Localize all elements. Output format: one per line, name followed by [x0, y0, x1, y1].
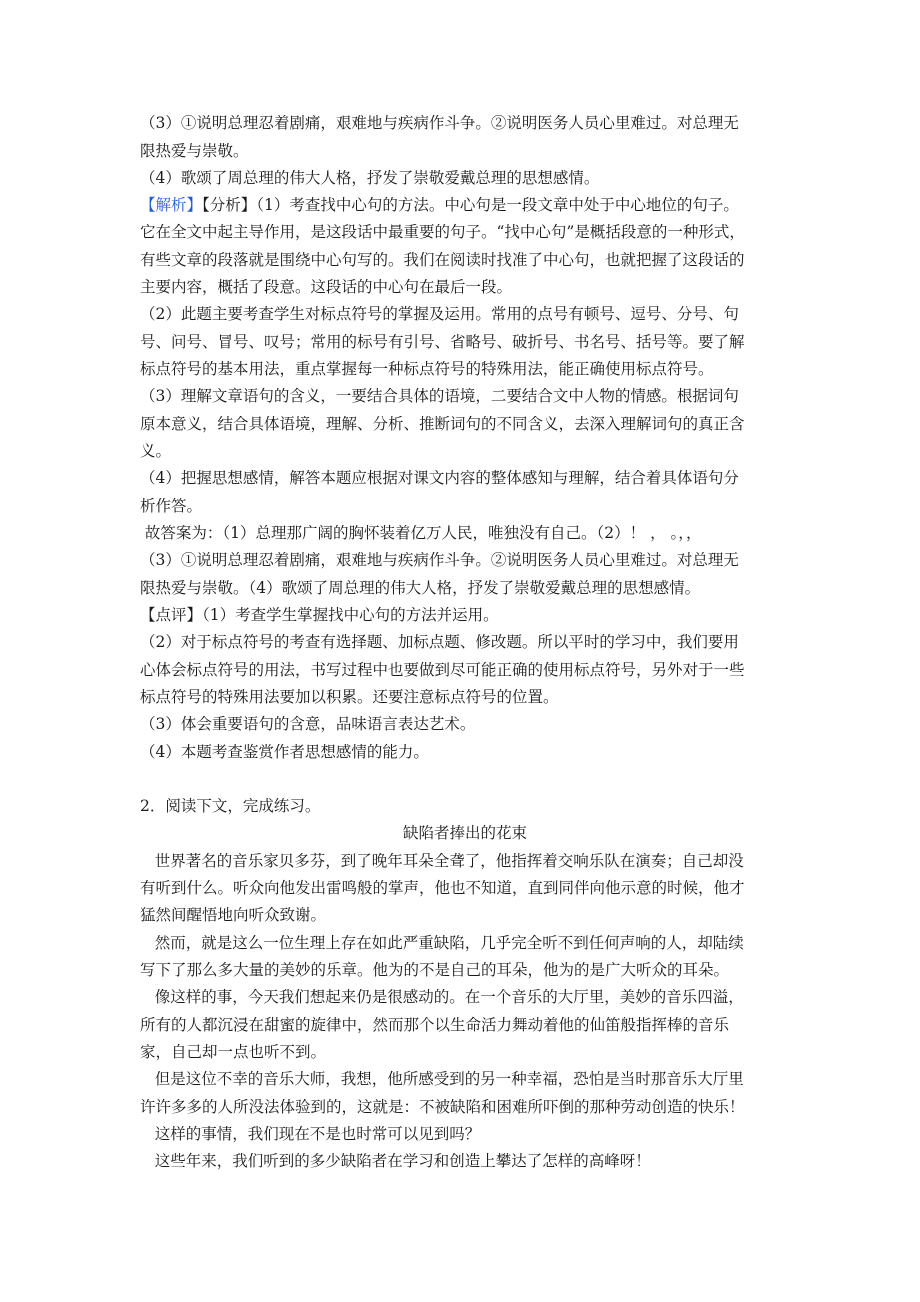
- review-line3: 心体会标点符号的用法，书写过程中也要做到尽可能正确的使用标点符号，另外对于一些: [140, 661, 745, 679]
- analysis-p1-line2: 它在全文中起主导作用，是这段话中最重要的句子。“找中心句”是概括段意的一种形式，: [140, 223, 745, 241]
- passage-line12: 这些年来，我们听到的多少缺陷者在学习和创造上攀达了怎样的高峰呀！: [140, 1152, 651, 1170]
- analysis-p3-line3: 义。: [140, 442, 172, 460]
- analysis-p1-text: 【分析】（1）考查找中心句的方法。中心句是一段文章中处于中心地位的句子。: [202, 196, 739, 214]
- review-line1: 【点评】（1）考查学生掌握找中心句的方法并运用。: [140, 606, 499, 624]
- passage-line2: 有听到什么。听众向他发出雷鸣般的掌声，他也不知道，直到同伴向他示意的时候，他才: [140, 879, 745, 897]
- passage-line8: 家，自己却一点也听不到。: [140, 1043, 327, 1061]
- passage-line9: 但是这位不幸的音乐大师，我想，他所感受到的另一种幸福，恐怕是当时那音乐大厅里: [140, 1070, 744, 1088]
- answer-q4: （4）歌颂了周总理的伟大人格，抒发了崇敬爱戴总理的思想感情。: [140, 169, 600, 187]
- analysis-p4-line2: 析作答。: [140, 497, 203, 515]
- answer-summary-line2: （3）①说明总理忍着剧痛，艰难地与疾病作斗争。②说明医务人员心里难过。对总理无: [140, 551, 739, 569]
- answer-summary-line1: 故答案为：（1）总理那广阔的胸怀装着亿万人民，唯独没有自己。（2）！ ， 。，，: [140, 524, 702, 542]
- analysis-p1-line1: [140, 195, 790, 215]
- review-line4: 标点符号的特殊用法要加以积累。还要注意标点符号的位置。: [140, 688, 559, 706]
- analysis-p3-line1: （3）理解文章语句的含义，一要结合具体的语境，二要结合文中人物的情感。根据词句: [140, 387, 739, 405]
- passage-line5: 写下了那么多大量的美妙的乐章。他为的不是自己的耳朵，他为的是广大听众的耳朵。: [140, 961, 730, 979]
- question2-prompt: 2．阅读下文，完成练习。: [140, 797, 321, 815]
- passage-line1: 世界著名的音乐家贝多芬，到了晚年耳朵全聋了，他指挥着交响乐队在演奏；自己却没: [140, 852, 744, 870]
- analysis-p4-line1: （4）把握思想感情，解答本题应根据对课文内容的整体感知与理解，结合着具体语句分: [140, 469, 739, 487]
- answer-q3-line2: 限热爱与崇敬。: [140, 142, 249, 160]
- analysis-p2-line3: 标点符号的基本用法，重点掌握每一种标点符号的特殊用法，能正确使用标点符号。: [140, 360, 714, 378]
- passage-title: 缺陷者捧出的花束: [402, 824, 527, 842]
- review-line2: （2）对于标点符号的考查有选择题、加标点题、修改题。所以平时的学习中，我们要用: [140, 633, 739, 651]
- analysis-p2-line1: （2）此题主要考查学生对标点符号的掌握及运用。常用的点号有顿号、逗号、分号、句: [140, 305, 739, 323]
- answer-q3-line1: （3）①说明总理忍着剧痛，艰难地与疾病作斗争。②说明医务人员心里难过。对总理无: [140, 114, 739, 132]
- analysis-p1-line4: 主要内容，概括了段意。这段话的中心句在最后一段。: [140, 278, 513, 296]
- passage-line7: 所有的人都沉浸在甜蜜的旋律中，然而那个以生命活力舞动着他的仙笛般指挥棒的音乐: [140, 1016, 730, 1034]
- passage-line3: 猛然间醒悟地向听众致谢。: [140, 906, 327, 924]
- review-line6: （4）本题考查鉴赏作者思想感情的能力。: [140, 743, 429, 761]
- analysis-tag: 【解析】: [140, 196, 203, 214]
- passage-line6: 像这样的事，今天我们想起来仍是很感动的。在一个音乐的大厅里，美妙的音乐四溢，: [140, 988, 744, 1006]
- passage-line4: 然而，就是这么一位生理上存在如此严重缺陷，几乎完全听不到任何声响的人，却陆续: [140, 934, 744, 952]
- review-line5: （3）体会重要语句的含意，品味语言表达艺术。: [140, 715, 476, 733]
- analysis-p3-line2: 原本意义，结合具体语境，理解、分析、推断词句的不同含义，去深入理解词句的真正含: [140, 415, 745, 433]
- passage-line11: 这样的事情，我们现在不是也时常可以见到吗？: [140, 1125, 481, 1143]
- answer-summary-line3: 限热爱与崇敬。（4）歌颂了周总理的伟大人格，抒发了崇敬爱戴总理的思想感情。: [140, 579, 701, 597]
- analysis-p1-line3: 有些文章的段落就是围绕中心句写的。我们在阅读时找准了中心句，也就把握了这段话的: [140, 251, 745, 269]
- analysis-p2-line2: 号、问号、冒号、叹号；常用的标号有引号、省略号、破折号、书名号、括号等。要了解: [140, 333, 745, 351]
- passage-line10: 许许多多的人所没法体验到的，这就是：不被缺陷和困难所吓倒的那种劳动创造的快乐！: [140, 1098, 745, 1116]
